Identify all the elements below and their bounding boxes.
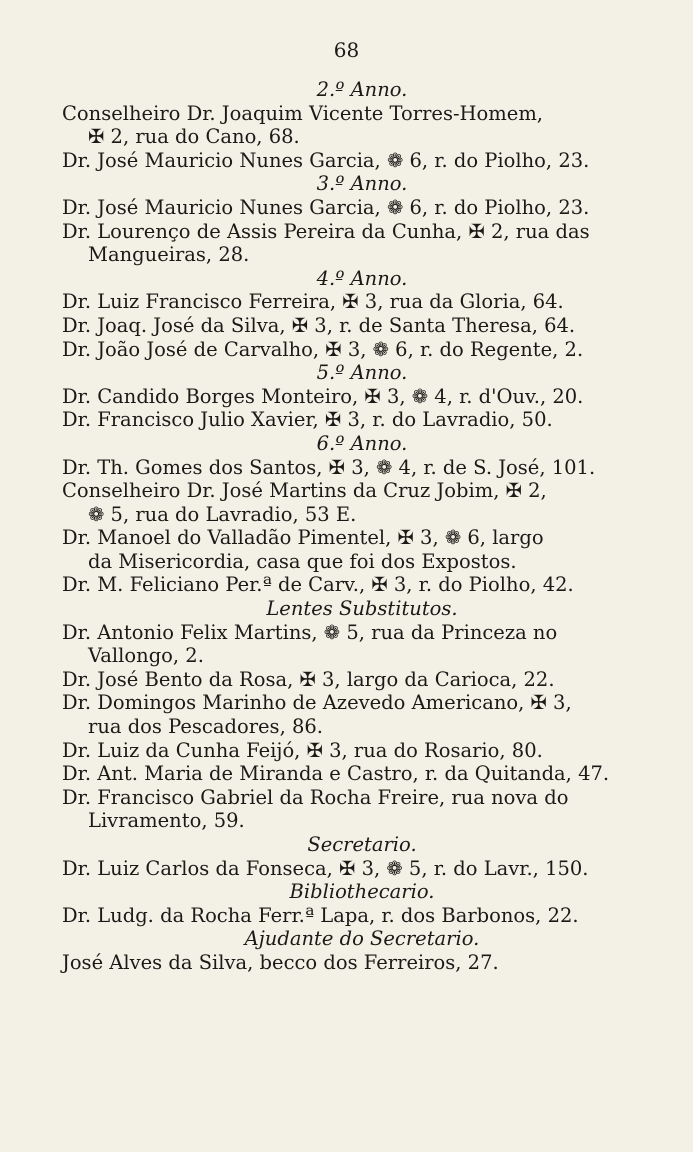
entry-line: Dr. Luiz Carlos da Fonseca, ✠ 3, ❁ 5, r. do Lavr., 150. [62,856,589,880]
entry-line: Dr. Luiz Francisco Ferreira, ✠ 3, rua da Gloria, 64. [62,290,564,314]
section-heading: Secretario. [307,833,417,856]
section-heading: Bibliothecario. [289,880,435,904]
section-heading: 2.º Anno. [316,78,408,101]
section-heading: 4.º Anno. [316,266,408,290]
entry-continuation: Livramento, 59. [88,809,245,833]
entry-line: Dr. Francisco Julio Xavier, ✠ 3, r. do Lavradio, 50. [62,408,553,432]
entry-line: José Alves da Silva, becco dos Ferreiros, 27. [62,950,499,974]
entry-continuation: ❁ 5, rua do Lavradio, 53 E. [88,502,357,526]
entry-line: Dr. José Bento da Rosa, ✠ 3, largo da Carioca, 22. [62,667,555,691]
section-heading: 5.º Anno. [316,361,408,385]
entry-line: Dr. João José de Carvalho, ✠ 3, ❁ 6, r. do Regente, 2. [62,337,584,361]
entry-line: Dr. Luiz da Cunha Feijó, ✠ 3, rua do Rosario, 80. [62,738,543,762]
page-body [62,78,662,975]
entry-line: Dr. Th. Gomes dos Santos, ✠ 3, ❁ 4, r. de S. José, 101. [62,455,596,479]
section-heading: Lentes Substitutos. [266,597,458,621]
entry-line: Dr. Manoel do Valladão Pimentel, ✠ 3, ❁ 6, largo [62,526,544,550]
entry-continuation: da Misericordia, casa que foi dos Expostos. [88,549,517,573]
section-heading: Ajudante do Secretario. [244,927,480,951]
entry-line: Dr. Ludg. da Rocha Ferr.ª Lapa, r. dos Barbonos, 22. [62,903,579,927]
entry-line: Dr. José Mauricio Nunes Garcia, ❁ 6, r. do Piolho, 23. [62,195,590,219]
entry-line: Conselheiro Dr. Joaquim Vicente Torres-Homem, [62,101,544,125]
entry-line: Dr. Ant. Maria de Miranda e Castro, r. da Quitanda, 47. [62,762,610,786]
page-number: 68 [333,38,360,62]
entry-line: Dr. Domingos Marinho de Azevedo Americano, ✠ 3, [62,691,572,715]
entry-line: Dr. Joaq. José da Silva, ✠ 3, r. de Santa Theresa, 64. [62,313,576,337]
entry-line: Dr. Candido Borges Monteiro, ✠ 3, ❁ 4, r. d'Ouv., 20. [62,384,584,408]
entry-line: Dr. José Mauricio Nunes Garcia, ❁ 6, r. do Piolho, 23. [62,148,590,172]
section-heading: 3.º Anno. [316,172,408,196]
entry-continuation: Vallongo, 2. [88,644,204,668]
entry-continuation: ✠ 2, rua do Cano, 68. [88,125,300,149]
entry-line: Dr. Francisco Gabriel da Rocha Freire, rua nova do [62,785,569,809]
entry-line: Dr. M. Feliciano Per.ª de Carv., ✠ 3, r. do Piolho, 42. [62,573,574,597]
entry-line: Conselheiro Dr. José Martins da Cruz Jobim, ✠ 2, [62,479,547,503]
section-heading: 6.º Anno. [316,431,408,455]
entry-continuation: rua dos Pescadores, 86. [88,715,323,739]
entry-line: Dr. Antonio Felix Martins, ❁ 5, rua da Princeza no [62,620,558,644]
entry-continuation: Mangueiras, 28. [88,243,250,267]
entry-line: Dr. Lourenço de Assis Pereira da Cunha, ✠ 2, rua das [62,219,590,243]
